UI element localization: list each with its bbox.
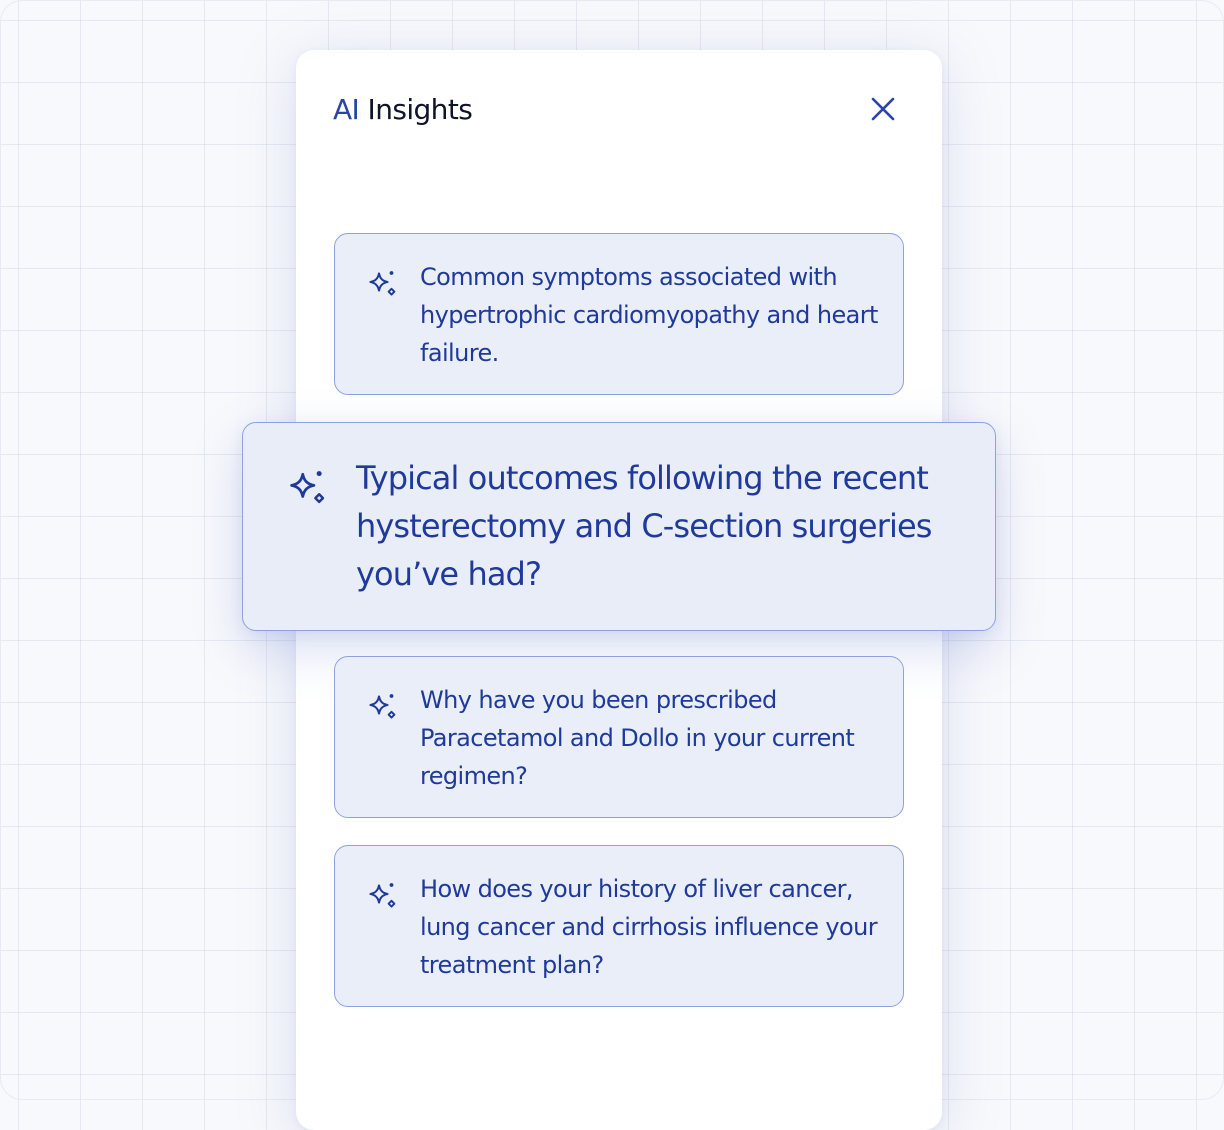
suggestion-text: Why have you been prescribed Paracetamol and Dollo in your current regimen? [420, 686, 855, 790]
suggestion-text: Typical outcomes following the recent hysterectomy and C-section surgeries you’ve had? [356, 459, 932, 593]
suggestion-text: Common symptoms associated with hypertrophic cardiomyopathy and heart failure. [420, 263, 878, 367]
suggestion-card-symptoms[interactable] [334, 233, 904, 395]
sparkle-icon [367, 268, 399, 300]
sparkle-icon [367, 691, 399, 723]
sparkle-icon [367, 880, 399, 912]
close-icon [871, 97, 895, 121]
suggestion-card-history[interactable] [334, 845, 904, 1007]
panel-title-insights: Insights [367, 93, 473, 126]
suggestion-card-prescription[interactable] [334, 656, 904, 818]
panel-title-ai: AI [333, 93, 360, 126]
suggestion-text: How does your history of liver cancer, lung cancer and cirrhosis influence your treatment plan? [420, 875, 877, 979]
sparkle-icon [287, 467, 329, 509]
suggestion-card-surgery-outcomes[interactable] [242, 422, 996, 631]
panel-title [333, 92, 472, 128]
close-button[interactable] [864, 90, 902, 128]
